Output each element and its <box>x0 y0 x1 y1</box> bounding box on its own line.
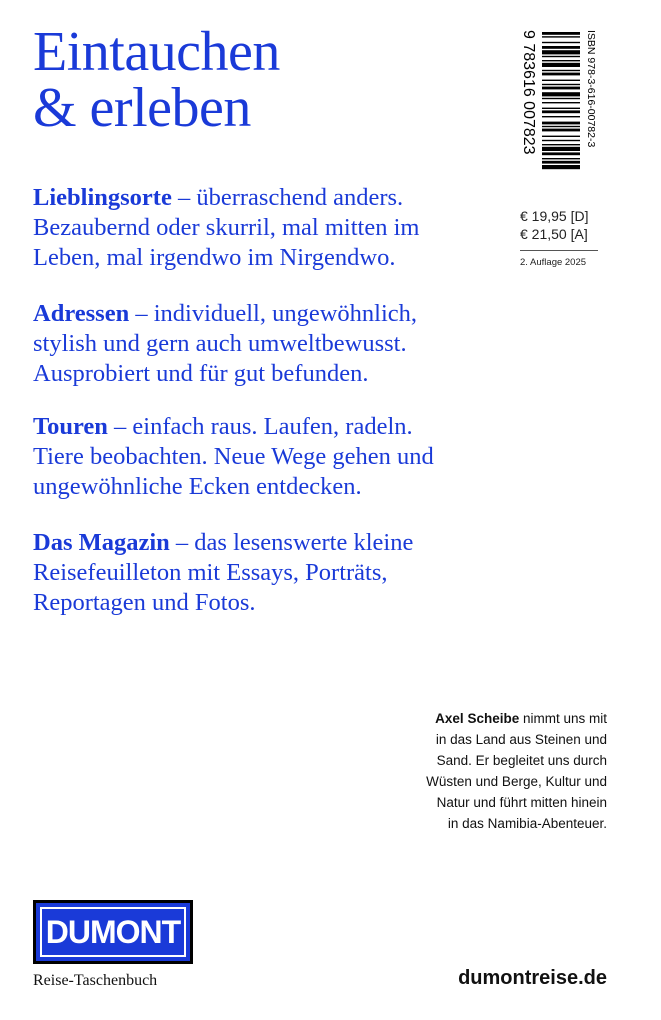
blurb-text: Sand. Er begleitet uns durch <box>436 753 607 768</box>
feature-text: stylish und gern auch umweltbewusst. <box>33 330 407 357</box>
dumont-logo <box>33 900 193 964</box>
dumont-logo-text: DUMONT <box>40 907 186 957</box>
feature-touren <box>33 412 473 502</box>
edition-note: 2. Auflage 2025 <box>520 257 587 268</box>
blurb-text: in das Land aus Steinen und <box>435 732 607 747</box>
feature-lieblingsorte <box>33 183 473 273</box>
feature-magazin <box>33 528 473 618</box>
feature-text: Reisefeuilleton mit Essays, Porträts, <box>33 559 388 586</box>
headline-line-1: Eintauchen <box>33 21 280 83</box>
feature-text: Tiere beobachten. Neue Wege gehen und <box>33 443 434 470</box>
barcode-isbn: ISBN 978-3-616-00782-3 <box>585 30 597 148</box>
price-germany: € 19,95 [D] <box>520 208 589 224</box>
feature-text: Leben, mal irgendwo im Nirgendwo. <box>33 244 396 271</box>
feature-text: – individuell, ungewöhnlich, <box>135 300 418 327</box>
divider <box>520 250 598 251</box>
blurb-text: in das Namibia-Abenteuer. <box>447 816 607 831</box>
website-url: dumontreise.de <box>458 967 607 989</box>
feature-text: – überraschend anders. <box>177 184 404 211</box>
barcode <box>518 26 598 206</box>
feature-text: – einfach raus. Laufen, radeln. <box>114 413 413 440</box>
feature-text: Bezaubernd oder skurril, mal mitten im <box>33 214 420 241</box>
blurb-text: Natur und führt mitten hinein <box>436 795 607 810</box>
feature-text: ungewöhnliche Ecken entdecken. <box>33 473 362 500</box>
feature-text: – das lesenswerte kleine <box>175 529 414 556</box>
price-austria: € 21,50 [A] <box>520 226 588 242</box>
headline <box>33 21 280 139</box>
feature-title: Touren <box>33 413 108 440</box>
feature-title: Das Magazin <box>33 529 170 556</box>
feature-title: Lieblingsorte <box>33 184 172 211</box>
series-name: Reise-Taschenbuch <box>33 972 158 989</box>
author-blurb <box>395 708 607 834</box>
feature-adressen <box>33 299 473 389</box>
headline-line-2: & erleben <box>33 77 251 139</box>
barcode-digits: 9 783616 007823 <box>520 30 537 155</box>
feature-title: Adressen <box>33 300 130 327</box>
author-name: Axel Scheibe <box>435 711 520 726</box>
feature-text: Reportagen und Fotos. <box>33 589 256 616</box>
blurb-text: Wüsten und Berge, Kultur und <box>426 774 607 789</box>
blurb-text: nimmt uns mit <box>522 711 607 726</box>
feature-text: Ausprobiert und für gut befunden. <box>33 360 369 387</box>
